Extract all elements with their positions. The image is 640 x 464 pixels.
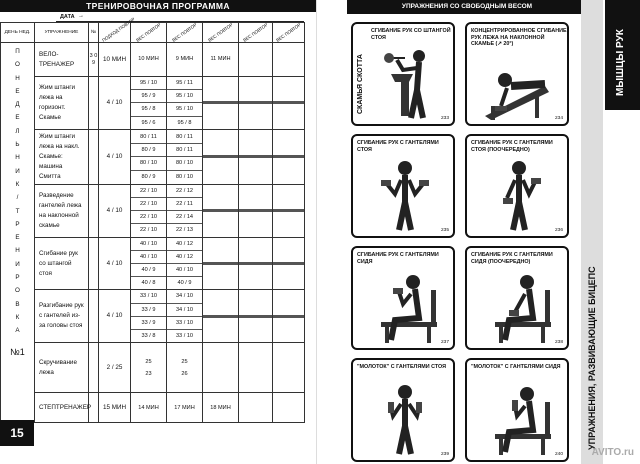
weight-reps-c4 [239, 184, 273, 237]
value-cell: 80 / 9 [131, 144, 166, 157]
day-letter: О [15, 61, 20, 69]
card-number: 238 [554, 340, 563, 345]
value-cell: 80 / 10 [167, 157, 202, 170]
exercise-card [465, 358, 569, 462]
header-c2: ВЕС ПОВТОР [171, 22, 198, 43]
value-cell: 33 / 8 [141, 333, 156, 340]
weight-reps-c5 [273, 43, 305, 77]
day-number: №1 [10, 346, 25, 357]
weight-reps-c1 [131, 77, 167, 130]
day-letter: В [15, 300, 20, 308]
card-number: 236 [554, 228, 563, 233]
weight-reps-c2 [167, 290, 203, 343]
page-number: 15 [0, 420, 34, 446]
value-cell: 95 / 9 [131, 90, 166, 103]
value-cell: 33 / 10 [175, 333, 194, 340]
weight-reps-c2 [167, 77, 203, 130]
weight-reps-c3 [203, 129, 239, 184]
day-letter: К [15, 180, 20, 188]
card-number: 234 [554, 116, 563, 121]
weight-reps-c5 [273, 393, 305, 423]
table-row [1, 129, 305, 184]
exercise-card-title: "МОЛОТОК" С ГАНТЕЛЯМИ СИДЯ [471, 364, 561, 370]
day-letter: / [16, 194, 19, 202]
weight-reps-c5 [273, 184, 305, 237]
value-cell: 9 МИН [175, 56, 194, 63]
value-cell: 40 / 8 [141, 280, 156, 287]
value-cell: 22 / 12 [167, 185, 202, 198]
date-row [56, 12, 304, 22]
value-cell: 10 МИН [138, 56, 159, 63]
value-cell: 80 / 11 [167, 131, 202, 144]
weight-reps-c4 [239, 129, 273, 184]
day-letter: Р [15, 274, 20, 282]
header-day: ДЕНЬ НЕД. [1, 23, 35, 43]
day-letter: Н [15, 247, 20, 255]
exercise-illustration [475, 158, 563, 232]
value-cell [273, 157, 304, 158]
day-letter: Е [15, 87, 20, 95]
weight-reps-c4 [239, 393, 273, 423]
value-cell: 22 / 10 [139, 227, 158, 234]
avito-watermark: AVITO.ru [591, 447, 634, 458]
header-c5: ВЕС ПОВТОР [275, 22, 302, 43]
program-title: ТРЕНИРОВОЧНАЯ ПРОГРАММА [0, 0, 316, 12]
weight-reps-c3 [203, 343, 239, 393]
biceps-section-title: УПРАЖНЕНИЯ, РАЗВИВАЮЩИЕ БИЦЕПС [587, 266, 597, 450]
sets-reps: 10 МИН [99, 43, 131, 77]
value-cell: 22 / 14 [167, 211, 202, 224]
day-letter: Н [15, 154, 20, 162]
value-cell: 40 / 12 [167, 238, 202, 251]
value-cell: 22 / 10 [131, 185, 166, 198]
weight-reps-c5 [273, 77, 305, 130]
weight-reps-c4 [239, 237, 273, 290]
weight-reps-c1 [131, 393, 167, 423]
exercise-num [89, 129, 99, 184]
table-row [1, 184, 305, 237]
value-cell: 33 / 9 [131, 304, 166, 317]
weight-reps-c4 [239, 43, 273, 77]
value-cell: 23 [145, 370, 152, 377]
value-cell: 95 / 11 [167, 77, 202, 90]
weight-reps-c5 [273, 237, 305, 290]
weight-reps-c3 [203, 184, 239, 237]
value-cell: 95 / 8 [131, 103, 166, 116]
card-number: 240 [554, 452, 563, 457]
value-cell: 40 / 12 [167, 251, 202, 264]
header-c1: ВЕС ПОВТОР [135, 22, 162, 43]
value-cell: 95 / 8 [177, 119, 192, 126]
exercise-card-title: СГИБАНИЕ РУК С ГАНТЕЛЯМИ СИДЯ (ПООЧЕРЕДНО) [471, 252, 553, 265]
free-weight-header: УПРАЖНЕНИЯ СО СВОБОДНЫМ ВЕСОМ [347, 0, 587, 14]
header-sets: ПОДХОД ПОВТОР [101, 16, 136, 43]
value-cell: 33 / 10 [167, 317, 202, 330]
value-cell: 40 / 10 [131, 238, 166, 251]
exercise-illustration [475, 270, 563, 344]
card-number: 233 [440, 116, 449, 121]
day-letter: Е [15, 234, 20, 242]
exercise-name: Разведение гантелей лежа на наклонной скамье [35, 184, 89, 237]
value-cell: 95 / 10 [131, 77, 166, 90]
value-cell: 95 / 10 [167, 90, 202, 103]
exercise-num: 3 0 9 [89, 43, 99, 77]
exercise-name: СТЕПТРЕНАЖЕР [35, 393, 89, 423]
table-row [1, 237, 305, 290]
exercise-card [351, 246, 455, 350]
day-letter: Е [15, 114, 20, 122]
exercise-illustration [361, 46, 449, 120]
day-letter: П [15, 48, 20, 55]
arrow-right-icon: → [78, 13, 84, 19]
exercise-illustration [361, 270, 449, 344]
value-cell: 17 МИН [174, 404, 195, 411]
weight-reps-c5 [273, 129, 305, 184]
value-cell [239, 103, 272, 104]
value-cell: 25 [145, 358, 152, 365]
value-cell: 40 / 9 [131, 264, 166, 277]
value-cell [239, 211, 272, 212]
value-cell: 80 / 11 [167, 144, 202, 157]
weight-reps-c3 [203, 77, 239, 130]
exercise-name: ВЕЛО-ТРЕНАЖЕР [35, 43, 89, 77]
exercise-name: Разгибание рук с гантелей из-за головы стоя [35, 290, 89, 343]
exercise-illustration [475, 382, 563, 456]
value-cell: 40 / 10 [131, 251, 166, 264]
day-letter: А [15, 327, 20, 335]
value-cell [203, 211, 238, 212]
exercise-name: Скручивание лежа [35, 343, 89, 393]
day-letter: Д [15, 101, 20, 109]
weight-reps-c2 [167, 43, 203, 77]
weight-reps-c3 [203, 43, 239, 77]
header-num: № [89, 23, 99, 43]
value-cell: 40 / 9 [177, 280, 192, 287]
value-cell [239, 157, 272, 158]
value-cell: 40 / 10 [167, 264, 202, 277]
arm-muscles-tab [605, 0, 640, 110]
day-letter: К [15, 313, 20, 321]
scott-bench-label: СКАМЬЯ СКОТТА [357, 54, 364, 114]
value-cell [273, 317, 304, 318]
weight-reps-c3 [203, 237, 239, 290]
table-row [1, 393, 305, 423]
value-cell [203, 157, 238, 158]
exercise-illustration [475, 46, 563, 120]
exercise-card-title: СГИБАНИЕ РУК СО ШТАНГОЙ СТОЯ [371, 28, 451, 41]
weight-reps-c2 [167, 343, 203, 393]
value-cell: 33 / 10 [131, 290, 166, 303]
weight-reps-c1 [131, 43, 167, 77]
exercise-num [89, 184, 99, 237]
value-cell: 34 / 10 [167, 290, 202, 303]
day-letter: И [15, 167, 20, 175]
value-cell: 26 [181, 370, 188, 377]
weight-reps-c3 [203, 290, 239, 343]
value-cell: 14 МИН [138, 404, 159, 411]
sets-reps: 4 / 10 [99, 77, 131, 130]
exercise-card-title: СГИБАНИЕ РУК С ГАНТЕЛЯМИ СТОЯ [357, 140, 439, 153]
exercise-card [351, 358, 455, 462]
header-c4: ВЕС ПОВТОР [242, 22, 269, 43]
weight-reps-c1 [131, 129, 167, 184]
value-cell: 80 / 10 [175, 173, 194, 180]
exercise-card [351, 22, 455, 126]
day-letter: И [15, 260, 20, 268]
value-cell: 22 / 10 [131, 211, 166, 224]
weight-reps-c4 [239, 77, 273, 130]
exercise-num [89, 237, 99, 290]
value-cell [273, 264, 304, 265]
value-cell [203, 317, 238, 318]
arm-muscles-tab-label: МЫШЦЫ РУК [615, 29, 626, 96]
table-row [1, 290, 305, 343]
card-number: 235 [440, 228, 449, 233]
value-cell: 80 / 11 [131, 131, 166, 144]
exercise-card-title: КОНЦЕНТРИРОВАННОЕ СГИБАНИЕ РУК ЛЕЖА НА НАКЛОННОЙ СКАМЬЕ (↗ 20°) [471, 28, 567, 47]
weight-reps-c3 [203, 393, 239, 423]
value-cell: 22 / 11 [167, 198, 202, 211]
value-cell: 33 / 9 [131, 317, 166, 330]
exercise-card-title: СГИБАНИЕ РУК С ГАНТЕЛЯМИ СТОЯ (ПООЧЕРЕДНО) [471, 140, 553, 153]
value-cell: 22 / 10 [131, 198, 166, 211]
value-cell: 95 / 6 [141, 119, 156, 126]
table-row [1, 77, 305, 130]
value-cell [239, 264, 272, 265]
sets-reps: 4 / 10 [99, 184, 131, 237]
exercise-card-title: "МОЛОТОК" С ГАНТЕЛЯМИ СТОЯ [357, 364, 446, 370]
exercise-num [89, 290, 99, 343]
weight-reps-c2 [167, 129, 203, 184]
card-number: 239 [440, 452, 449, 457]
exercise-name: Сгибание рук со штангой стоя [35, 237, 89, 290]
exercise-card [465, 134, 569, 238]
exercise-illustration [361, 158, 449, 232]
exercise-num [89, 343, 99, 393]
exercise-name: Жим штанги лежа на горизонт. Скамье [35, 77, 89, 130]
weight-reps-c4 [239, 290, 273, 343]
exercise-num [89, 77, 99, 130]
value-cell [273, 211, 304, 212]
sets-reps: 4 / 10 [99, 237, 131, 290]
table-row [1, 343, 305, 393]
value-cell: 11 МИН [210, 56, 231, 63]
weight-reps-c2 [167, 184, 203, 237]
exercise-card [465, 246, 569, 350]
sets-reps: 4 / 10 [99, 290, 131, 343]
weight-reps-c1 [131, 290, 167, 343]
exercise-card [465, 22, 569, 126]
weight-reps-c2 [167, 237, 203, 290]
header-exercise: УПРАЖНЕНИЕ [35, 23, 89, 43]
value-cell: 95 / 10 [167, 103, 202, 116]
card-number: 237 [440, 340, 449, 345]
day-letter: О [15, 287, 20, 295]
day-letter: Л [15, 127, 20, 135]
sets-reps: 4 / 10 [99, 129, 131, 184]
day-letter: Р [15, 220, 20, 228]
exercise-name: Жим штанги лежа на накл. Скамье: машина Смитта [35, 129, 89, 184]
value-cell: 80 / 9 [141, 173, 156, 180]
weight-reps-c5 [273, 290, 305, 343]
sets-reps: 2 / 25 [99, 343, 131, 393]
weight-reps-c1 [131, 237, 167, 290]
exercise-card-title: СГИБАНИЕ РУК С ГАНТЕЛЯМИ СИДЯ [357, 252, 439, 265]
value-cell [239, 317, 272, 318]
date-label: ДАТА [60, 14, 75, 20]
sets-reps: 15 МИН [99, 393, 131, 423]
day-letter: Ь [15, 141, 20, 149]
value-cell: 22 / 13 [175, 227, 194, 234]
exercise-illustration [361, 382, 449, 456]
table-row [1, 43, 305, 77]
training-log-page [0, 0, 316, 464]
day-letter: Н [15, 74, 20, 82]
value-cell [203, 264, 238, 265]
value-cell: 25 [181, 358, 188, 365]
value-cell: 34 / 10 [167, 304, 202, 317]
weight-reps-c2 [167, 393, 203, 423]
value-cell: 80 / 10 [131, 157, 166, 170]
value-cell [273, 103, 304, 104]
value-cell [203, 103, 238, 104]
value-cell: 18 МИН [210, 404, 231, 411]
weight-reps-c5 [273, 343, 305, 393]
header-c3: ВЕС ПОВТОР [207, 22, 234, 43]
weight-reps-c1 [131, 184, 167, 237]
weight-reps-c1 [131, 343, 167, 393]
day-of-week-cell [1, 43, 35, 423]
exercise-page [316, 0, 640, 464]
day-letter: Т [15, 207, 20, 215]
weight-reps-c4 [239, 343, 273, 393]
exercise-card [351, 134, 455, 238]
